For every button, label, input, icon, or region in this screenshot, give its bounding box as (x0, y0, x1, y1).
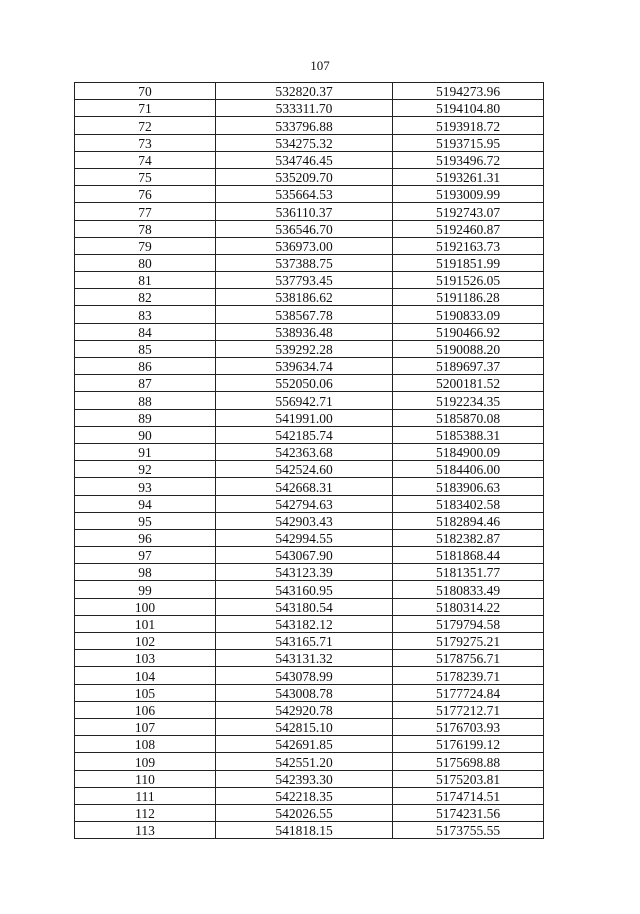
table-row (75, 633, 544, 650)
table-row (75, 151, 544, 168)
y-coordinate-cell: 5193261.31 (393, 168, 544, 185)
point-number-cell: 87 (75, 375, 216, 392)
y-coordinate-cell: 5183402.58 (393, 495, 544, 512)
point-number-cell: 84 (75, 323, 216, 340)
x-coordinate-cell: 535664.53 (216, 186, 393, 203)
point-number-cell: 93 (75, 478, 216, 495)
x-coordinate-cell: 537388.75 (216, 254, 393, 271)
table-row (75, 736, 544, 753)
x-coordinate-cell: 539634.74 (216, 358, 393, 375)
table-row (75, 375, 544, 392)
coordinates-table (74, 82, 544, 839)
point-number-cell: 112 (75, 804, 216, 821)
x-coordinate-cell: 542026.55 (216, 804, 393, 821)
x-coordinate-cell: 543078.99 (216, 667, 393, 684)
y-coordinate-cell: 5182382.87 (393, 529, 544, 546)
y-coordinate-cell: 5184406.00 (393, 461, 544, 478)
point-number-cell: 113 (75, 822, 216, 839)
x-coordinate-cell: 533311.70 (216, 100, 393, 117)
x-coordinate-cell: 536973.00 (216, 237, 393, 254)
table-row (75, 237, 544, 254)
table-row (75, 512, 544, 529)
y-coordinate-cell: 5193715.95 (393, 134, 544, 151)
y-coordinate-cell: 5181351.77 (393, 564, 544, 581)
table-row (75, 478, 544, 495)
y-coordinate-cell: 5174231.56 (393, 804, 544, 821)
point-number-cell: 111 (75, 787, 216, 804)
y-coordinate-cell: 5175203.81 (393, 770, 544, 787)
point-number-cell: 73 (75, 134, 216, 151)
table-row (75, 598, 544, 615)
x-coordinate-cell: 543160.95 (216, 581, 393, 598)
x-coordinate-cell: 552050.06 (216, 375, 393, 392)
point-number-cell: 109 (75, 753, 216, 770)
y-coordinate-cell: 5190088.20 (393, 340, 544, 357)
y-coordinate-cell: 5193496.72 (393, 151, 544, 168)
x-coordinate-cell: 532820.37 (216, 83, 393, 100)
y-coordinate-cell: 5178756.71 (393, 650, 544, 667)
point-number-cell: 77 (75, 203, 216, 220)
y-coordinate-cell: 5177724.84 (393, 684, 544, 701)
x-coordinate-cell: 542903.43 (216, 512, 393, 529)
y-coordinate-cell: 5200181.52 (393, 375, 544, 392)
point-number-cell: 90 (75, 426, 216, 443)
point-number-cell: 103 (75, 650, 216, 667)
x-coordinate-cell: 541991.00 (216, 409, 393, 426)
table-row (75, 340, 544, 357)
y-coordinate-cell: 5193918.72 (393, 117, 544, 134)
point-number-cell: 83 (75, 306, 216, 323)
x-coordinate-cell: 543180.54 (216, 598, 393, 615)
table-row (75, 495, 544, 512)
table-row (75, 684, 544, 701)
point-number-cell: 94 (75, 495, 216, 512)
table-row (75, 443, 544, 460)
point-number-cell: 89 (75, 409, 216, 426)
x-coordinate-cell: 556942.71 (216, 392, 393, 409)
point-number-cell: 108 (75, 736, 216, 753)
point-number-cell: 79 (75, 237, 216, 254)
x-coordinate-cell: 538186.62 (216, 289, 393, 306)
x-coordinate-cell: 543067.90 (216, 547, 393, 564)
x-coordinate-cell: 535209.70 (216, 168, 393, 185)
point-number-cell: 76 (75, 186, 216, 203)
x-coordinate-cell: 542218.35 (216, 787, 393, 804)
table-row (75, 650, 544, 667)
point-number-cell: 80 (75, 254, 216, 271)
x-coordinate-cell: 538567.78 (216, 306, 393, 323)
table-row (75, 323, 544, 340)
y-coordinate-cell: 5191186.28 (393, 289, 544, 306)
x-coordinate-cell: 534746.45 (216, 151, 393, 168)
y-coordinate-cell: 5182894.46 (393, 512, 544, 529)
y-coordinate-cell: 5179794.58 (393, 615, 544, 632)
table-row (75, 822, 544, 839)
x-coordinate-cell: 538936.48 (216, 323, 393, 340)
y-coordinate-cell: 5192743.07 (393, 203, 544, 220)
point-number-cell: 91 (75, 443, 216, 460)
x-coordinate-cell: 542920.78 (216, 701, 393, 718)
point-number-cell: 70 (75, 83, 216, 100)
table-row (75, 787, 544, 804)
point-number-cell: 107 (75, 718, 216, 735)
table-row (75, 220, 544, 237)
table-row (75, 272, 544, 289)
point-number-cell: 86 (75, 358, 216, 375)
y-coordinate-cell: 5179275.21 (393, 633, 544, 650)
y-coordinate-cell: 5175698.88 (393, 753, 544, 770)
x-coordinate-cell: 542691.85 (216, 736, 393, 753)
point-number-cell: 75 (75, 168, 216, 185)
y-coordinate-cell: 5189697.37 (393, 358, 544, 375)
y-coordinate-cell: 5194104.80 (393, 100, 544, 117)
table-row (75, 254, 544, 271)
x-coordinate-cell: 543182.12 (216, 615, 393, 632)
table-row (75, 718, 544, 735)
x-coordinate-cell: 542551.20 (216, 753, 393, 770)
x-coordinate-cell: 542994.55 (216, 529, 393, 546)
point-number-cell: 97 (75, 547, 216, 564)
point-number-cell: 102 (75, 633, 216, 650)
y-coordinate-cell: 5184900.09 (393, 443, 544, 460)
x-coordinate-cell: 537793.45 (216, 272, 393, 289)
table-row (75, 83, 544, 100)
y-coordinate-cell: 5178239.71 (393, 667, 544, 684)
table-row (75, 461, 544, 478)
x-coordinate-cell: 536110.37 (216, 203, 393, 220)
y-coordinate-cell: 5174714.51 (393, 787, 544, 804)
x-coordinate-cell: 541818.15 (216, 822, 393, 839)
point-number-cell: 105 (75, 684, 216, 701)
table-row (75, 117, 544, 134)
y-coordinate-cell: 5191851.99 (393, 254, 544, 271)
point-number-cell: 104 (75, 667, 216, 684)
table-row (75, 753, 544, 770)
x-coordinate-cell: 534275.32 (216, 134, 393, 151)
y-coordinate-cell: 5193009.99 (393, 186, 544, 203)
y-coordinate-cell: 5181868.44 (393, 547, 544, 564)
table-row (75, 581, 544, 598)
table-row (75, 392, 544, 409)
y-coordinate-cell: 5192163.73 (393, 237, 544, 254)
point-number-cell: 92 (75, 461, 216, 478)
table-row (75, 203, 544, 220)
y-coordinate-cell: 5191526.05 (393, 272, 544, 289)
point-number-cell: 82 (75, 289, 216, 306)
y-coordinate-cell: 5192460.87 (393, 220, 544, 237)
point-number-cell: 110 (75, 770, 216, 787)
y-coordinate-cell: 5183906.63 (393, 478, 544, 495)
x-coordinate-cell: 533796.88 (216, 117, 393, 134)
x-coordinate-cell: 539292.28 (216, 340, 393, 357)
table-row (75, 289, 544, 306)
table-row (75, 701, 544, 718)
x-coordinate-cell: 543123.39 (216, 564, 393, 581)
table-row (75, 529, 544, 546)
table-row (75, 186, 544, 203)
point-number-cell: 96 (75, 529, 216, 546)
page-number: 107 (310, 58, 330, 73)
x-coordinate-cell: 542185.74 (216, 426, 393, 443)
y-coordinate-cell: 5194273.96 (393, 83, 544, 100)
y-coordinate-cell: 5192234.35 (393, 392, 544, 409)
coordinates-table-body (75, 83, 544, 839)
table-row (75, 564, 544, 581)
point-number-cell: 88 (75, 392, 216, 409)
point-number-cell: 101 (75, 615, 216, 632)
x-coordinate-cell: 542794.63 (216, 495, 393, 512)
point-number-cell: 99 (75, 581, 216, 598)
point-number-cell: 74 (75, 151, 216, 168)
point-number-cell: 100 (75, 598, 216, 615)
y-coordinate-cell: 5176199.12 (393, 736, 544, 753)
point-number-cell: 106 (75, 701, 216, 718)
y-coordinate-cell: 5177212.71 (393, 701, 544, 718)
table-row (75, 615, 544, 632)
x-coordinate-cell: 542363.68 (216, 443, 393, 460)
x-coordinate-cell: 542668.31 (216, 478, 393, 495)
table-row (75, 358, 544, 375)
x-coordinate-cell: 542815.10 (216, 718, 393, 735)
point-number-cell: 72 (75, 117, 216, 134)
table-row (75, 426, 544, 443)
table-row (75, 667, 544, 684)
point-number-cell: 81 (75, 272, 216, 289)
table-row (75, 306, 544, 323)
table-row (75, 409, 544, 426)
y-coordinate-cell: 5185870.08 (393, 409, 544, 426)
x-coordinate-cell: 542524.60 (216, 461, 393, 478)
table-row (75, 770, 544, 787)
x-coordinate-cell: 543008.78 (216, 684, 393, 701)
y-coordinate-cell: 5190833.09 (393, 306, 544, 323)
y-coordinate-cell: 5173755.55 (393, 822, 544, 839)
point-number-cell: 71 (75, 100, 216, 117)
x-coordinate-cell: 543165.71 (216, 633, 393, 650)
table-row (75, 168, 544, 185)
y-coordinate-cell: 5180833.49 (393, 581, 544, 598)
y-coordinate-cell: 5185388.31 (393, 426, 544, 443)
x-coordinate-cell: 543131.32 (216, 650, 393, 667)
table-row (75, 134, 544, 151)
y-coordinate-cell: 5176703.93 (393, 718, 544, 735)
table-row (75, 547, 544, 564)
x-coordinate-cell: 542393.30 (216, 770, 393, 787)
y-coordinate-cell: 5180314.22 (393, 598, 544, 615)
table-row (75, 100, 544, 117)
x-coordinate-cell: 536546.70 (216, 220, 393, 237)
point-number-cell: 98 (75, 564, 216, 581)
point-number-cell: 85 (75, 340, 216, 357)
point-number-cell: 95 (75, 512, 216, 529)
y-coordinate-cell: 5190466.92 (393, 323, 544, 340)
point-number-cell: 78 (75, 220, 216, 237)
table-row (75, 804, 544, 821)
